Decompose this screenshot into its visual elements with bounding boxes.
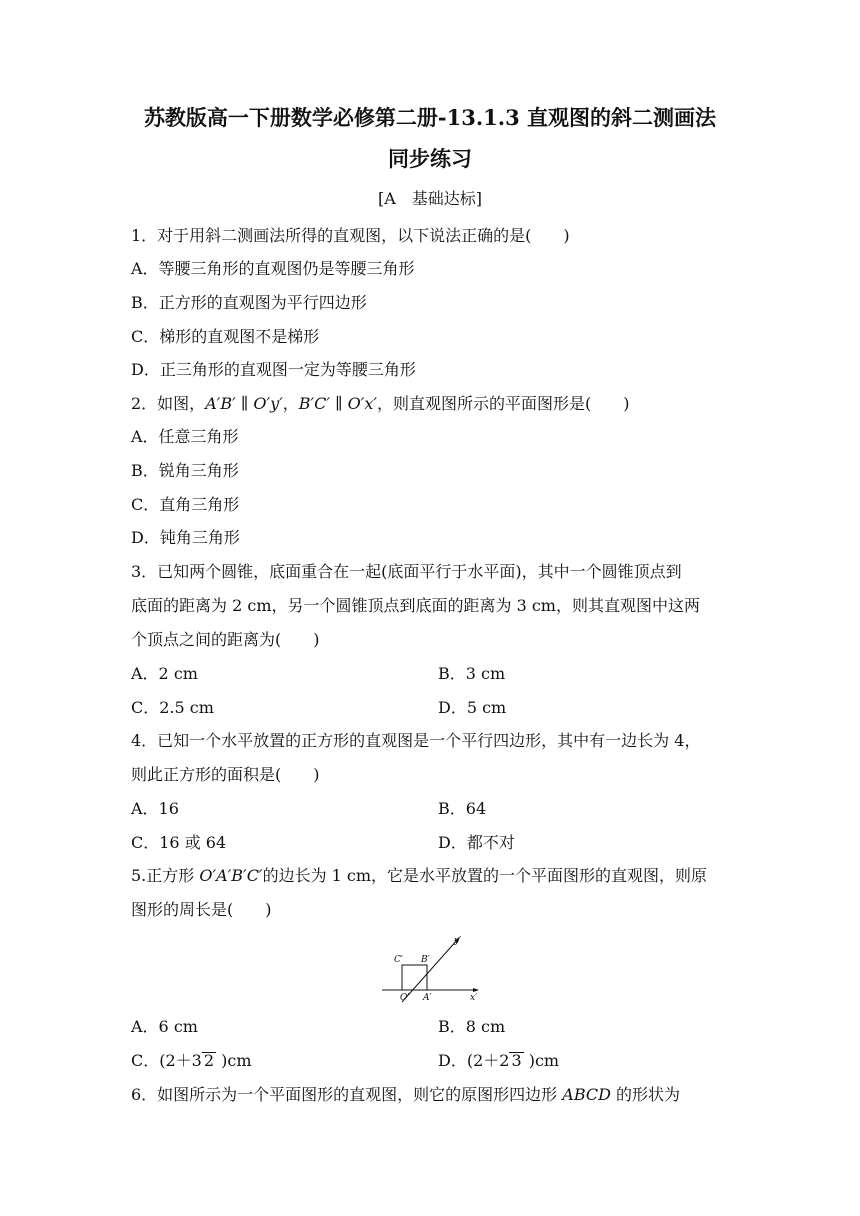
- q4-stem-line-1: 4．已知一个水平放置的正方形的直观图是一个平行四边形，其中有一边长为 4，: [131, 731, 701, 750]
- q5-option-a: A．6 cm: [131, 1017, 198, 1036]
- q5-option-d-post: )cm: [523, 1051, 560, 1070]
- q2-stem-prefix: 2．如图，: [131, 394, 206, 413]
- q2-stem: [131, 391, 731, 417]
- q2-math-2: B′C′ ∥ O′x′: [298, 394, 377, 413]
- q3-stem-line-3: 个顶点之间的距离为( ): [131, 630, 320, 649]
- q5-option-b: B．8 cm: [438, 1017, 506, 1036]
- q6-stem-prefix: 6．如图所示为一个平面图形的直观图，则它的原图形四边形: [131, 1085, 563, 1104]
- q5-stem-line-2: 图形的周长是( ): [131, 900, 272, 919]
- q4-stem-line-2: 则此正方形的面积是( ): [131, 765, 320, 784]
- q3-stem-line-2: 底面的距离为 2 cm，另一个圆锥顶点到底面的距离为 3 cm，则其直观图中这两: [131, 596, 700, 615]
- label-a: A′: [423, 993, 432, 1003]
- x-axis-arrow: [473, 988, 479, 992]
- q1-stem: 1．对于用斜二测画法所得的直观图，以下说法正确的是( ): [131, 226, 570, 245]
- q3-option-d: D．5 cm: [438, 698, 507, 717]
- label-c: C′: [394, 955, 403, 965]
- q2-stem-sep: ，: [282, 394, 299, 413]
- q4-option-c: C．16 或 64: [131, 833, 227, 852]
- q3-option-b: B．3 cm: [438, 664, 506, 683]
- document-subtitle: 同步练习: [388, 146, 472, 171]
- q4-option-a: A．16: [131, 799, 179, 818]
- q5-option-c: [131, 1048, 411, 1074]
- label-x: x′: [470, 993, 478, 1003]
- q3-option-c: C．2.5 cm: [131, 698, 214, 717]
- q5-option-c-pre: C．(2＋3: [131, 1051, 202, 1070]
- section-heading: [A 基础达标]: [377, 189, 483, 208]
- document-title: 苏教版高一下册数学必修第二册-13.1.3 直观图的斜二测画法: [143, 105, 717, 130]
- q6-math: ABCD: [562, 1085, 611, 1104]
- q2-option-c: C．直角三角形: [131, 495, 240, 514]
- q1-option-c: C．梯形的直观图不是梯形: [131, 327, 320, 346]
- q5-figure: [380, 932, 484, 1004]
- q6-stem-suffix: 的形状为: [610, 1085, 681, 1104]
- sqrt-3: 3: [511, 1051, 522, 1070]
- q5-stem-line-1: [131, 863, 731, 889]
- sqrt-2: 2: [203, 1051, 215, 1070]
- q3-stem-line-1: 3．已知两个圆锥，底面重合在一起(底面平行于水平面)，其中一个圆锥顶点到: [131, 562, 682, 581]
- q5-math: O′A′B′C′: [199, 866, 263, 885]
- q5-stem-suffix: 的边长为 1 cm，它是水平放置的一个平面图形的直观图，则原: [262, 866, 708, 885]
- q5-option-d: [438, 1048, 718, 1074]
- q5-option-d-pre: D．(2＋2: [438, 1051, 510, 1070]
- q4-option-b: B．64: [438, 799, 487, 818]
- q2-option-a: A．任意三角形: [131, 427, 239, 446]
- q1-option-a: A．等腰三角形的直观图仍是等腰三角形: [131, 259, 415, 278]
- q3-option-a: A．2 cm: [131, 664, 198, 683]
- q1-option-b: B．正方形的直观图为平行四边形: [131, 293, 367, 312]
- label-o: O′: [400, 993, 410, 1003]
- q5-option-c-post: )cm: [216, 1051, 252, 1070]
- q5-stem-prefix: 5.正方形: [131, 866, 200, 885]
- q4-option-d: D．都不对: [438, 833, 515, 852]
- q1-option-d: D．正三角形的直观图一定为等腰三角形: [131, 360, 416, 379]
- label-b: B′: [421, 955, 430, 965]
- q2-stem-suffix: ，则直观图所示的平面图形是( ): [377, 394, 630, 413]
- q2-option-d: D．钝角三角形: [131, 528, 240, 547]
- q2-math-1: A′B′ ∥ O′y′: [205, 394, 283, 413]
- q6-stem: [131, 1082, 731, 1108]
- q2-option-b: B．锐角三角形: [131, 461, 239, 480]
- label-y: y′: [454, 936, 462, 946]
